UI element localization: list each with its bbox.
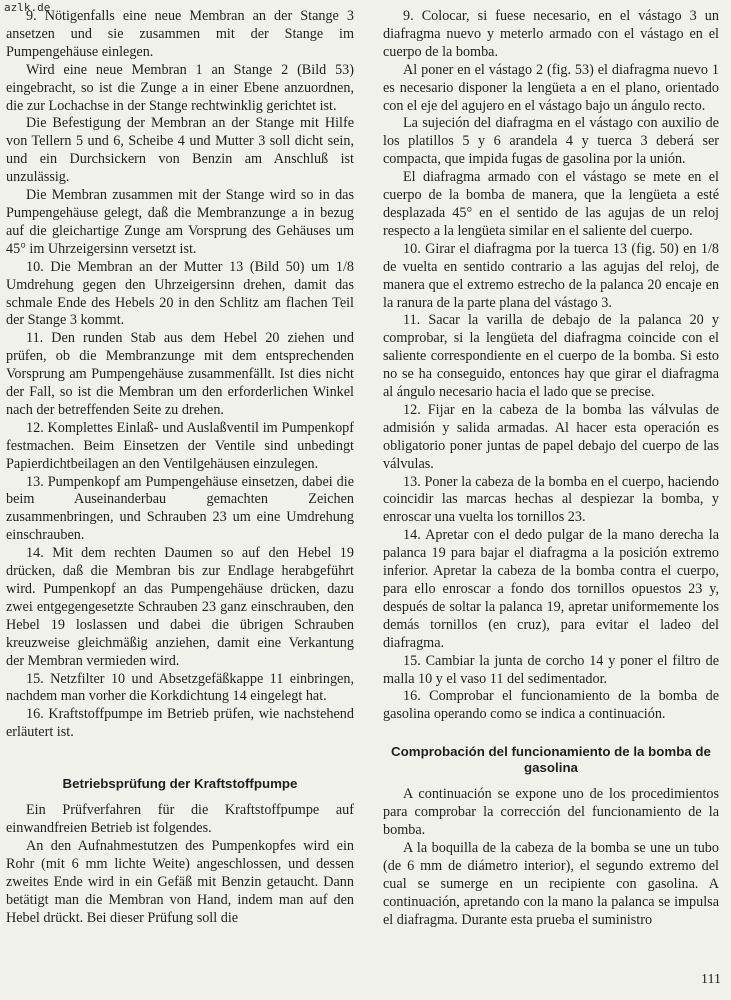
paragraph: Die Membran zusammen mit der Stange wird so in das Pumpengehäuse gelegt, daß die Membranzunge a in bezug auf die gleichartige Zunge am Vorsprung des Gehäuses um 45° im Uhrzeigersinn versetzt ist. <box>6 187 354 257</box>
paragraph: Al poner en el vástago 2 (fig. 53) el diafragma nuevo 1 es necesario disponer la lengüeta a en el plano, orientado con el eje del agujero en el vástago bajo un ángulo recto. <box>383 61 719 114</box>
paragraph: 10. Girar el diafragma por la tuerca 13 (fig. 50) en 1/8 de vuelta en sentido contrario a las agujas del reloj, de manera que el extremo estrecho de la palanca 20 encaje en la ranura de la parte plana del vástago 3. <box>383 240 719 311</box>
paragraph: 11. Den runden Stab aus dem Hebel 20 ziehen und prüfen, ob die Membranzunge mit dem entsprechenden Vorsprung am Pumpengehäuse zusammenfällt. Ist dies nicht der Fall, so ist die Membran um den erforderlichen Winkel nach der betreffenden Seite zu drehen. <box>6 330 354 418</box>
paragraph: La sujeción del diafragma en el vástago con auxilio de los platillos 5 y 6 arandela 4 y tuerca 3 deberá ser compacta, que impida fugas de gasolina por la unión. <box>383 115 719 168</box>
paragraph: El diafragma armado con el vástago se mete en el cuerpo de la bomba de manera, que la lengüeta a esté desplazada 45° en el sentido de las agujas de un reloj respecto a la lengüeta similar en el saliente del cuerpo. <box>383 169 719 239</box>
paragraph: A la boquilla de la cabeza de la bomba se une un tubo (de 6 mm de diámetro interior), el segundo extremo del cual se sumerge en un recipiente con gasolina. A continuación, apretando con la mano la palanca se impulsa el diafragma. Durante esta prueba el suministro <box>383 839 719 928</box>
paragraph: 13. Pumpenkopf am Pumpengehäuse einsetzen, dabei die beim Auseinanderbau gemachten Zeichen zusammenbringen, und Schrauben 23 um eine Umdrehung einschrauben. <box>6 473 354 544</box>
paragraph: A continuación se expone uno de los procedimientos para comprobar la corrección del funcionamiento de la bomba. <box>383 786 719 839</box>
paragraph-group <box>6 802 354 927</box>
paragraph: 11. Sacar la varilla de debajo de la palanca 20 y comprobar, si la lengüeta del diafragma coincide con el saliente correspondiente en el cuerpo de la bomba. Si esto no se ha conseguido, entonces hay que girar el diafragma al ángulo necesario hacia el lado que se precise. <box>383 312 719 401</box>
spanish-column <box>383 8 719 930</box>
paragraph: 13. Poner la cabeza de la bomba en el cuerpo, haciendo coincidir las marcas hechas al despiezar la bomba, y enroscar una vuelta los tornillos 23. <box>383 473 719 526</box>
paragraph: Wird eine neue Membran 1 an Stange 2 (Bild 53) eingebracht, so ist die Zunge a in einer Ebene anzuordnen, die zur Lochachse in der Stange rechtwinklig gerichtet ist. <box>6 61 354 114</box>
paragraph: 9. Nötigenfalls eine neue Membran an der Stange 3 ansetzen und sie zusammen mit der Stange im Pumpengehäuse einlegen. <box>6 8 354 60</box>
paragraph: 16. Kraftstoffpumpe im Betrieb prüfen, wie nachstehend erläutert ist. <box>6 706 354 741</box>
paragraph: 14. Apretar con el dedo pulgar de la mano derecha la palanca 19 para bajar el diafragma a la posición extremo inferior. Apretar la cabeza de la bomba contra el cuerpo, para ello enroscar a fondo dos tornillos opuestos 23 y, después de soltar la palanca 19, apretar uniformemente los demás tornillos (en cruz), para evitar el ladeo del diafragma. <box>383 527 719 651</box>
paragraph: 15. Netzfilter 10 und Absetzgefäßkappe 11 einbringen, nachdem man vorher die Korkdichtung 14 eingelegt hat. <box>6 670 354 705</box>
section-heading: Betriebsprüfung der Kraftstoffpumpe <box>62 776 298 792</box>
paragraph: Die Befestigung der Membran an der Stange mit Hilfe von Tellern 5 und 6, Scheibe 4 und Mutter 3 soll dicht sein, und ein Durchsickern von Benzin am Anschluß ist unzulässig. <box>6 115 354 186</box>
german-column <box>6 8 354 928</box>
paragraph-group <box>383 8 719 724</box>
paragraph: 10. Die Membran an der Mutter 13 (Bild 50) um 1/8 Umdrehung gegen den Uhrzeigersinn drehen, damit das schmale Ende des Hebels 20 in den Schlitz am flachen Teil der Stange 3 kommt. <box>6 258 354 329</box>
paragraph: An den Aufnahmestutzen des Pumpenkopfes wird ein Rohr (mit 6 mm lichte Weite) angeschlossen, und dessen zweites Ende wird in ein Gefäß mit Benzin getaucht. Dann betätigt man die Membran von Hand, indem man auf den Hebel drückt. Bei dieser Prüfung soll die <box>6 837 354 926</box>
paragraph: 12. Fijar en la cabeza de la bomba las válvulas de admisión y salida armadas. Al hacer esta operación es obligatorio poner juntas de papel debajo del cuerpo de las válvulas. <box>383 401 719 472</box>
paragraph-group <box>6 8 354 742</box>
paragraph: 16. Comprobar el funcionamiento de la bomba de gasolina operando como se indica a continuación. <box>383 688 719 723</box>
watermark: azlk.de <box>4 1 51 14</box>
page-number: 111 <box>701 972 721 987</box>
section-heading: Comprobación del funcionamiento de la bomba de gasolina <box>391 744 711 776</box>
paragraph: 9. Colocar, si fuese necesario, en el vástago 3 un diafragma nuevo y meterlo armado con el vástago en el cuerpo de la bomba. <box>383 8 719 60</box>
paragraph: 14. Mit dem rechten Daumen so auf den Hebel 19 drücken, daß die Membran bis zur Endlage herabgeführt wird. Pumpenkopf an das Pumpengehäuse drücken, dazu zwei entgegengesetzte Schrauben 23 ganz einschrauben, den Hebel 19 loslassen und dabei die übrigen Schrauben kreuzweise gleichmäßig anziehen, damit eine Verkantung der Membran vermieden wird. <box>6 545 354 669</box>
paragraph: 15. Cambiar la junta de corcho 14 y poner el filtro de malla 10 y el vaso 11 del sedimentador. <box>383 652 719 687</box>
paragraph: 12. Komplettes Einlaß- und Auslaßventil im Pumpenkopf festmachen. Beim Einsetzen der Ventile sind unbedingt Papierdichtbeilagen an den Ventilgehäusen einzulegen. <box>6 419 354 472</box>
paragraph-group <box>383 786 719 929</box>
paragraph: Ein Prüfverfahren für die Kraftstoffpumpe auf einwandfreien Betrieb ist folgendes. <box>6 802 354 837</box>
